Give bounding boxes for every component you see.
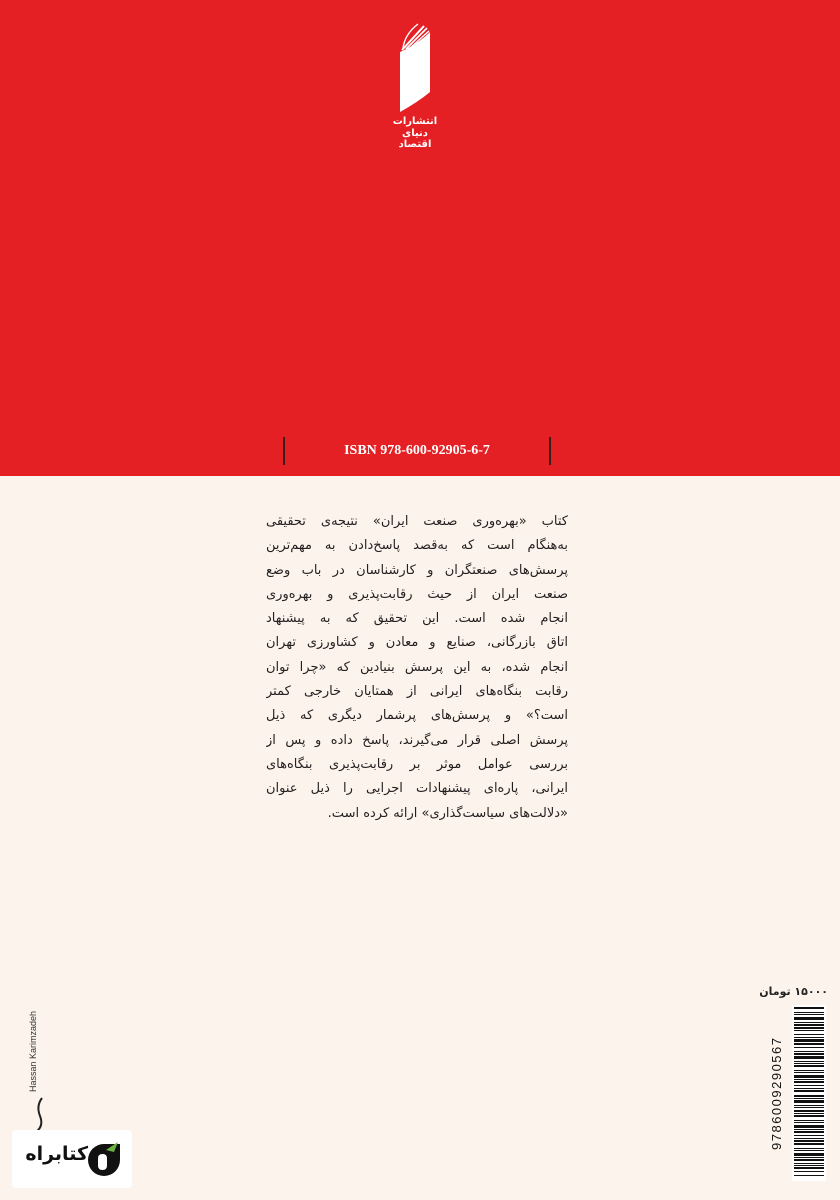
publisher-name-line1: انتشارات [392, 116, 438, 127]
open-book-icon [390, 22, 440, 114]
blurb-line: رقابت بنگاه‌های ایرانی از همتایان خارجی کمتر [266, 684, 568, 700]
blurb-line: پرسش اصلی قرار می‌گیرند، پاسخ داده و پس از [266, 732, 568, 748]
blurb-line: ایرانی، پاره‌ای پیشنهادات اجرایی را ذیل عنوان [266, 781, 568, 797]
ketabrah-watermark [12, 1130, 132, 1188]
blurb-line: پرسش‌های صنعتگران و کارشناسان در باب وضع [266, 562, 568, 578]
blurb-line: اتاق بازرگانی، صنایع و معادن و کشاورزی تهران [266, 635, 568, 651]
barcode-digits: 9786009290567 [769, 1036, 784, 1150]
barcode [792, 1005, 826, 1181]
barcode-bars [792, 1005, 826, 1181]
blurb-line: به‌هنگام است که به‌قصد پاسخ‌دادن به مهم‌ترین [266, 538, 568, 554]
cover-red-panel [0, 0, 840, 476]
isbn-right-divider [549, 437, 551, 465]
blurb-line: است؟» و پرسش‌های پرشمار دیگری که ذیل [266, 708, 568, 724]
price-label: ۱۵۰۰۰ تومان [759, 985, 828, 998]
blurb-line: کتاب «بهره‌وری صنعت ایران» نتیجه‌ی تحقیقی [266, 514, 568, 529]
blurb-line: انجام شده است. این تحقیق که به پیشنهاد [266, 611, 568, 627]
blurb-line: بررسی عوامل موثر بر رقابت‌پذیری بنگاه‌های [266, 756, 568, 772]
isbn-bar [283, 437, 551, 465]
isbn-number: ISBN 978-600-92905-6-7 [344, 443, 490, 458]
publisher-logo [390, 22, 440, 150]
back-cover-blurb [266, 510, 568, 826]
ketabrah-logo-icon [84, 1140, 124, 1180]
publisher-name-line2: دنیای اقتصاد [398, 128, 432, 150]
blurb-line: انجام شده، به این پرسش بنیادین که «چرا توان [266, 659, 568, 675]
ketabrah-wordmark: کتابراه [25, 1143, 88, 1165]
blurb-line: صنعت ایران از حیث رقابت‌پذیری و بهره‌وری [266, 586, 568, 602]
cover-designer-credit: Hassan Karimzadeh [28, 1010, 38, 1092]
blurb-line: «دلالت‌های سیاست‌گذاری» ارائه کرده است. [327, 805, 568, 821]
